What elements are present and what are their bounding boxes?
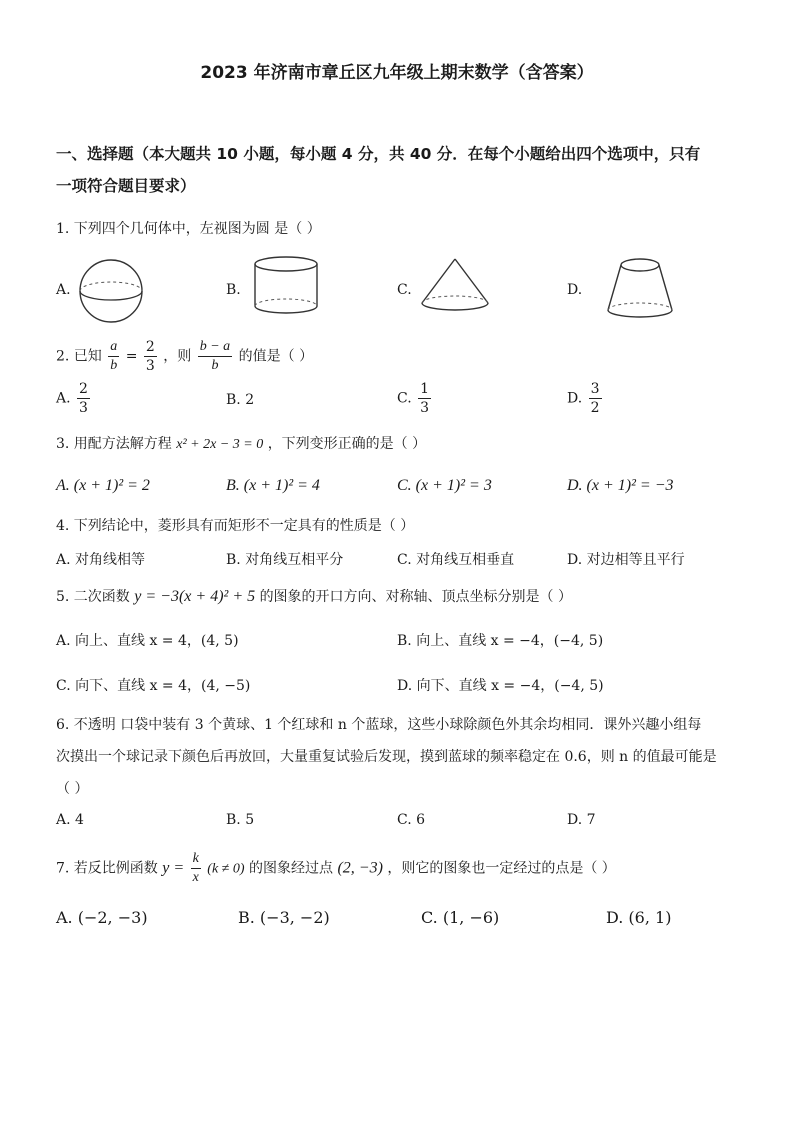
- q7-option-a: A. (−2, −3): [56, 908, 148, 927]
- q3-stem-b: ，下列变形正确的是（ ）: [267, 436, 427, 452]
- q2-optc-den: 3: [420, 400, 430, 416]
- q2-fraction-2-3: [144, 338, 157, 375]
- q1-option-a-label: A.: [56, 282, 71, 298]
- q7-stem-b: 的图象经过点: [248, 860, 333, 877]
- q7-fraction-k-x: [191, 850, 201, 887]
- q2-fraction-a-b: [108, 338, 119, 375]
- cone-icon: [418, 256, 492, 314]
- q7-y-equals: y =: [162, 859, 185, 877]
- q3-option-c: C. (x + 1)² = 3: [397, 477, 492, 494]
- q2-option-a-label: A.: [56, 390, 71, 407]
- q6-option-b: B. 5: [226, 812, 255, 828]
- q3-equation: x² + 2x − 3 = 0: [176, 437, 264, 452]
- q3-option-d: D. (x + 1)² = −3: [567, 477, 674, 494]
- q2-frac3-den: b: [211, 358, 219, 373]
- q5-option-a: A. 向上、直线 x = 4，(4, 5): [56, 633, 239, 649]
- q2-option-b: B. 2: [226, 392, 255, 408]
- section-heading-line1: 一、选择题（本大题共 10 小题，每小题 4 分，共 40 分．在每个小题给出四个选项中，只有: [56, 145, 701, 163]
- q2-frac3-num: b − a: [198, 338, 232, 357]
- q1-option-b-label: B.: [226, 282, 241, 298]
- q4-option-b: B. 对角线互相平分: [226, 552, 344, 568]
- q2-fraction-b-minus-a: [198, 338, 232, 375]
- q2-optd-num: 3: [590, 381, 600, 397]
- q2-optd-den: 2: [590, 400, 600, 416]
- q2-frac2-num: 2: [145, 339, 155, 355]
- q7-stem-c: ，则它的图象也一定经过的点是（ ）: [387, 860, 616, 877]
- frustum-icon: [604, 254, 676, 322]
- q2-option-d-fraction: [589, 380, 602, 417]
- q5-stem-a: 5. 二次函数: [56, 589, 130, 605]
- q2-option-c-label: C.: [397, 390, 412, 407]
- q2-optc-num: 1: [420, 381, 430, 397]
- q2-equals: =: [125, 348, 138, 365]
- q2-option-a-fraction: [77, 380, 90, 417]
- sphere-icon: [76, 256, 146, 326]
- q1-option-d-label: D.: [567, 282, 583, 298]
- q2-option-d: [567, 380, 604, 417]
- q5-stem-b: 的图象的开口方向、对称轴、顶点坐标分别是（ ）: [259, 589, 573, 605]
- q5-option-b: B. 向上、直线 x = −4，(−4, 5): [397, 633, 604, 649]
- q5-equation: y = −3(x + 4)² + 5: [134, 588, 256, 605]
- q2-stem-a: 2. 已知: [56, 348, 102, 365]
- q2-option-c: [397, 380, 433, 417]
- q7-option-d: D. (6, 1): [606, 908, 672, 927]
- q6-option-a: A. 4: [56, 812, 84, 828]
- q1-option-c-label: C.: [397, 282, 412, 298]
- q7-option-c: C. (1, −6): [421, 908, 500, 927]
- q2-opta-num: 2: [79, 381, 88, 397]
- q6-stem-line3: （ ）: [56, 781, 89, 797]
- q7-stem: [56, 850, 616, 887]
- page-title: 2023 年济南市章丘区九年级上期末数学（含答案）: [200, 63, 594, 83]
- q4-option-d: D. 对边相等且平行: [567, 552, 685, 568]
- q7-stem-a: 7. 若反比例函数: [56, 860, 158, 877]
- q2-frac1-num: a: [108, 338, 119, 357]
- q2-option-d-label: D.: [567, 390, 583, 407]
- q4-stem: 4. 下列结论中，菱形具有而矩形不一定具有的性质是（ ）: [56, 518, 415, 534]
- q2-option-c-fraction: [418, 380, 431, 417]
- q3-option-a: A. (x + 1)² = 2: [56, 477, 150, 494]
- q3-stem: [56, 433, 426, 453]
- q5-option-c: C. 向下、直线 x = 4，(4, −5): [56, 678, 251, 694]
- q6-stem-line2: 次摸出一个球记录下颜色后再放回，大量重复试验后发现，摸到蓝球的频率稳定在 0.6，则 n 的值最可能是: [56, 749, 717, 765]
- q7-point: (2, −3): [337, 859, 383, 877]
- q7-condition: (k ≠ 0): [207, 861, 245, 877]
- q4-option-a: A. 对角线相等: [56, 552, 146, 568]
- q2-stem-c: 的值是（ ）: [238, 348, 314, 365]
- q7-frac-den: x: [192, 870, 199, 885]
- q2-stem: [56, 338, 313, 375]
- q7-frac-num: k: [191, 850, 201, 869]
- q2-frac2-den: 3: [145, 358, 155, 374]
- q2-frac1-den: b: [110, 358, 118, 373]
- q4-option-c: C. 对角线互相垂直: [397, 552, 515, 568]
- q1-stem: 1. 下列四个几何体中，左视图为圆 是（ ）: [56, 221, 321, 237]
- q2-stem-b: ，则: [163, 348, 192, 365]
- q3-stem-a: 3. 用配方法解方程: [56, 436, 172, 452]
- q2-opta-den: 3: [79, 400, 88, 416]
- q5-option-d: D. 向下、直线 x = −4，(−4, 5): [397, 678, 604, 694]
- q6-option-c: C. 6: [397, 812, 426, 828]
- q2-option-a: [56, 380, 92, 417]
- cylinder-icon: [250, 254, 322, 316]
- q6-option-d: D. 7: [567, 812, 596, 828]
- q6-stem-line1: 6. 不透明 口袋中装有 3 个黄球、1 个红球和 n 个蓝球，这些小球除颜色外其余均相同．课外兴趣小组每: [56, 717, 702, 733]
- q7-option-b: B. (−3, −2): [238, 908, 330, 927]
- section-heading-line2: 一项符合题目要求）: [56, 177, 196, 195]
- q3-option-b: B. (x + 1)² = 4: [226, 477, 320, 494]
- q5-stem: [56, 586, 572, 606]
